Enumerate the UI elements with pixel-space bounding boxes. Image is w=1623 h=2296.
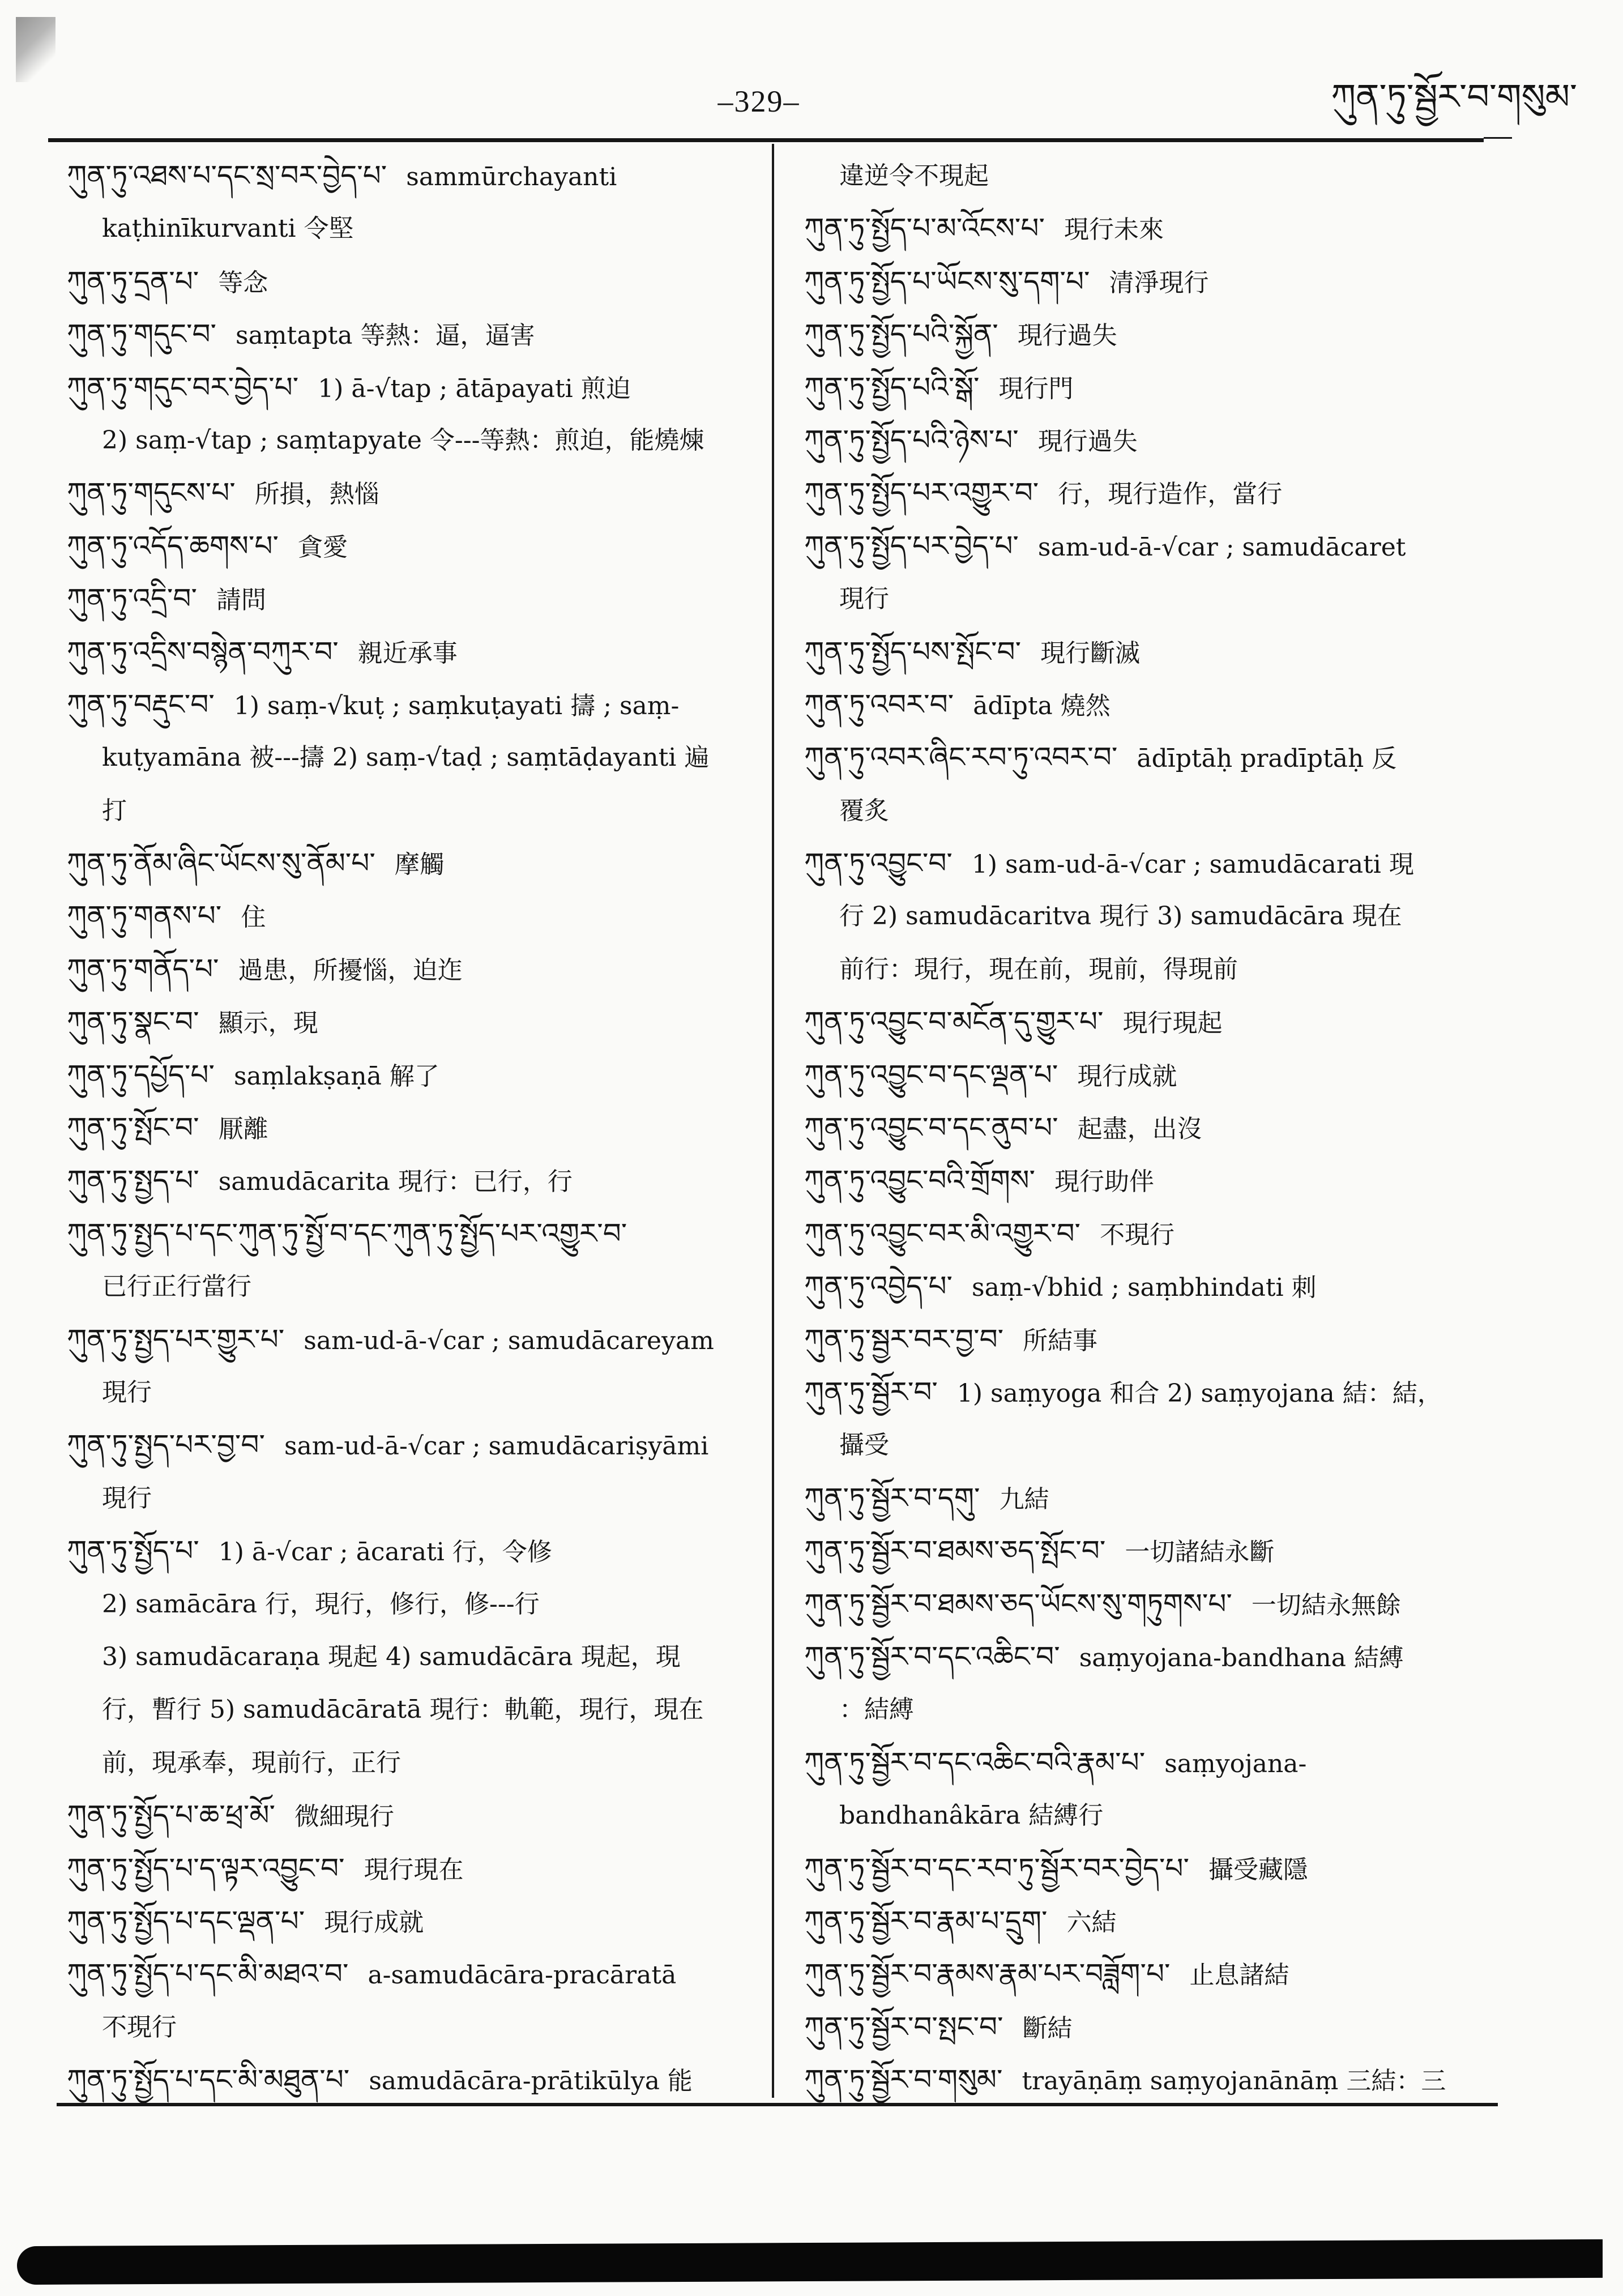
corner-mark [16, 17, 55, 82]
entry-gloss: 攝受藏隱 [1208, 1855, 1308, 1884]
entry-gloss: 現行過失 [1017, 321, 1117, 351]
tibetan-headword: ཀུན་ཏུ་སྦྱོར་བ་ཐམས་ཅད་ཡོངས་སུ་གཏུགས་པ་ [804, 1587, 1232, 1620]
tibetan-headword: ཀུན་ཏུ་དཔྱོད་པ་ [67, 1058, 215, 1091]
scan-edge-bar [17, 2239, 1603, 2285]
tibetan-headword: ཀུན་ཏུ་སྣང་བ་ [67, 1005, 199, 1039]
dictionary-entry [804, 1736, 1498, 1789]
tibetan-headword: ཀུན་ཏུ་འདོད་ཆགས་པ་ [67, 529, 279, 562]
entry-gloss: 貪愛 [297, 532, 348, 562]
entry-gloss: 打 [102, 796, 127, 825]
tibetan-headword: ཀུན་ཏུ་འདྲི་བ་ [67, 582, 197, 616]
entry-gloss: 親近承事 [357, 638, 458, 668]
entry-gloss: 等念 [218, 268, 268, 297]
entry-gloss: sammūrchayanti [406, 163, 617, 191]
tibetan-headword: ཀུན་ཏུ་སྤྱོད་པ་ཆ་ཕྲ་མོ་ [67, 1799, 275, 1832]
tibetan-headword: ཀུན་ཏུ་སྤྱོད་པ་ [67, 1534, 199, 1568]
entry-gloss: 不現行 [1100, 1220, 1175, 1249]
dictionary-entry [67, 361, 749, 414]
entry-gloss: 1) ā-√car ; ācarati 行，令修 [218, 1538, 552, 1567]
dictionary-entry [804, 414, 1498, 467]
entry-gloss: saṃyojana-bandhana 結縛 [1079, 1643, 1404, 1672]
dictionary-entry-continuation [804, 943, 1498, 996]
dictionary-entry [804, 1895, 1498, 1948]
tibetan-headword: ཀུན་ཏུ་སྤྱད་པ་ [67, 1164, 199, 1197]
right-column [804, 150, 1498, 2106]
dictionary-entry [804, 1842, 1498, 1895]
page-number: –329– [717, 84, 800, 118]
entry-gloss: 1) saṃ-√kuṭ ; saṃkuṭayati 擣 ; saṃ- [233, 691, 680, 720]
dictionary-entry-continuation [804, 150, 1498, 202]
entry-gloss: 行 2) samudācaritva 現行 3) samudācāra 現在 [839, 902, 1402, 931]
entry-gloss: kaṭhinīkurvanti 令堅 [102, 214, 354, 244]
entry-gloss: 現行助伴 [1054, 1167, 1155, 1197]
tibetan-headword: ཀུན་ཏུ་བརྡུང་བ་ [67, 688, 215, 721]
tibetan-headword: ཀུན་ཏུ་འབྱུང་བར་མི་འགྱུར་བ་ [804, 1217, 1081, 1250]
entry-gloss: sam-ud-ā-√car ; samudācariṣyāmi [284, 1432, 709, 1461]
entry-gloss: 行，現行造作，當行 [1058, 480, 1283, 509]
dictionary-entry [67, 1525, 749, 1577]
entry-gloss: 現行未來 [1064, 215, 1164, 245]
dictionary-entry-continuation [67, 1736, 749, 1789]
dictionary-entry [804, 202, 1498, 255]
entry-gloss: 過患，所擾惱，迫迮 [238, 955, 463, 985]
tibetan-headword: ཀུན་ཏུ་སྦྱོར་བ་དང་འཆིང་བའི་རྣམ་པ་ [804, 1746, 1146, 1779]
dictionary-entry [804, 626, 1498, 678]
tibetan-headword: ཀུན་ཏུ་སྦྱོར་བ་ [804, 1375, 938, 1409]
tibetan-headword: ཀུན་ཏུ་འབྱུང་བ་དང་ནུབ་པ་ [804, 1111, 1058, 1145]
top-rule [48, 138, 1484, 142]
dictionary-entry [804, 1578, 1498, 1631]
tibetan-headword: ཀུན་ཏུ་འབྱུང་བ་ [804, 847, 953, 880]
entry-gloss: 現行斷滅 [1040, 638, 1141, 668]
left-column [67, 150, 749, 2106]
dictionary-entry-continuation [67, 1366, 749, 1419]
dictionary-entry [804, 1207, 1498, 1260]
dictionary-entry-continuation [804, 890, 1498, 942]
tibetan-headword: ཀུན་ཏུ་སྤྱོད་པ་མ་འོངས་པ་ [804, 212, 1045, 245]
dictionary-entry [804, 1049, 1498, 1102]
dictionary-entry [804, 678, 1498, 731]
dictionary-entry [67, 678, 749, 731]
tibetan-headword: ཀུན་ཏུ་སྦྱོར་བ་རྣམ་པ་དྲུག་ [804, 1904, 1048, 1937]
entry-gloss: 1) ā-√tap ; ātāpayati 煎迫 [318, 374, 631, 403]
dictionary-entry [804, 1366, 1498, 1419]
dictionary-entry-continuation [67, 2001, 749, 2054]
dictionary-entry [67, 1207, 749, 1260]
tibetan-headword: ཀུན་ཏུ་སྤྱོད་པ་ད་ལྟར་འབྱུང་བ་ [67, 1851, 345, 1885]
entry-gloss: kuṭyamāna 被---擣 2) saṃ-√taḍ ; saṃtāḍayanti 遍 [102, 743, 710, 773]
column-divider [772, 144, 774, 2098]
dictionary-entry [67, 467, 749, 519]
entry-gloss: 所結事 [1023, 1326, 1098, 1355]
tibetan-headword: ཀུན་ཏུ་གནོད་པ་ [67, 952, 219, 985]
dictionary-entry [67, 520, 749, 573]
entry-gloss: ādīpta 燒然 [973, 691, 1111, 720]
entry-gloss: 清淨現行 [1109, 268, 1209, 297]
entry-gloss: 現行過失 [1037, 426, 1138, 456]
entry-gloss: 止息諸結 [1189, 1961, 1289, 1990]
tibetan-headword: ཀུན་ཏུ་སྤྱོད་པ་དང་མི་མཐའ་བ་ [67, 1957, 349, 1991]
entry-gloss: saṃlakṣaṇā 解了 [233, 1061, 439, 1091]
entry-gloss: 前行：現行，現在前，現前，得現前 [839, 954, 1238, 984]
dictionary-entry [804, 1313, 1498, 1366]
dictionary-entry [804, 361, 1498, 414]
running-head: ཀུན་ཏུ་སྦྱོར་བ་གསུམ་ [1331, 76, 1577, 117]
dictionary-entry-continuation [67, 414, 749, 467]
entry-gloss: 一切結永無餘 [1251, 1590, 1401, 1620]
entry-gloss: 摩觸 [394, 850, 445, 880]
entry-gloss: bandhanâkāra 結縛行 [839, 1801, 1104, 1830]
entry-gloss: 一切諸結永斷 [1125, 1538, 1275, 1567]
tibetan-headword: ཀུན་ཏུ་གནས་པ་ [67, 899, 222, 933]
tibetan-headword: ཀུན་ཏུ་གདུང་བར་བྱེད་པ་ [67, 370, 299, 404]
entry-gloss: 前，現承奉，現前行，正行 [102, 1748, 401, 1777]
entry-gloss: 六結 [1066, 1907, 1117, 1937]
entry-gloss: sam-ud-ā-√car ; samudācaret [1037, 532, 1406, 562]
entry-gloss: 攝受 [839, 1431, 889, 1460]
tibetan-headword: ཀུན་ཏུ་སྤྱོད་པ་དང་ལྡན་པ་ [67, 1904, 305, 1937]
entry-gloss: 微細現行 [294, 1802, 394, 1832]
tibetan-headword: ཀུན་ཏུ་འབར་བ་ [804, 688, 954, 721]
entry-gloss: 1) saṃyoga 和合 2) saṃyojana 結：結， [956, 1379, 1442, 1408]
dictionary-entry-continuation [804, 1789, 1498, 1842]
entry-gloss: 請問 [216, 586, 266, 615]
tibetan-headword: ཀུན་ཏུ་སྤྱོད་པའི་སྐྱོན་ [804, 318, 998, 351]
entry-gloss: 現行現起 [1122, 1009, 1223, 1038]
entry-gloss: trayāṇāṃ saṃyojanānāṃ 三結：三 [1022, 2067, 1446, 2096]
dictionary-entry-continuation [67, 202, 749, 255]
tibetan-headword: ཀུན་ཏུ་སྦྱོར་བ་སྤང་བ་ [804, 2010, 1003, 2043]
entry-gloss: ādīptāḥ pradīptāḥ 反 [1137, 744, 1397, 774]
entry-gloss: 現行 [102, 1377, 152, 1407]
entry-gloss: 現行現在 [364, 1855, 464, 1884]
entry-gloss: saṃyojana- [1164, 1749, 1307, 1778]
dictionary-entry [67, 1313, 749, 1366]
tibetan-headword: ཀུན་ཏུ་སྤྱོད་པས་སྤོང་བ་ [804, 635, 1022, 668]
tibetan-headword: ཀུན་ཏུ་གདུངས་པ་ [67, 476, 236, 510]
tibetan-headword: ཀུན་ཏུ་སྦྱོར་བ་དང་རབ་ཏུ་སྦྱོར་བར་བྱེད་པ་ [804, 1851, 1189, 1885]
dictionary-entry [67, 1049, 749, 1102]
entry-gloss: 現行門 [998, 374, 1074, 403]
dictionary-entry [804, 2054, 1498, 2106]
bottom-rule [57, 2103, 1498, 2106]
entry-gloss: 所損，熱惱 [254, 480, 379, 509]
entry-gloss: 覆炙 [839, 796, 889, 825]
dictionary-entry [67, 2054, 749, 2106]
dictionary-entry [804, 1102, 1498, 1154]
entry-gloss: ：結縛 [839, 1695, 914, 1725]
dictionary-entry [804, 520, 1498, 573]
dictionary-entry [804, 837, 1498, 890]
tibetan-headword: ཀུན་ཏུ་དྲན་པ་ [67, 264, 199, 298]
tibetan-headword: ཀུན་ཏུ་གདུང་བ་ [67, 318, 216, 351]
entry-gloss: sam-ud-ā-√car ; samudācareyam [304, 1326, 714, 1355]
dictionary-entry [67, 837, 749, 890]
tibetan-headword: ཀུན་ཏུ་སྤྱོད་པར་བྱེད་པ་ [804, 529, 1019, 562]
entry-gloss: 不現行 [102, 2012, 177, 2042]
dictionary-entry-continuation [67, 1260, 749, 1313]
entry-gloss: 住 [241, 903, 266, 932]
entry-gloss: 現行 [839, 584, 889, 614]
dictionary-entry-continuation [804, 784, 1498, 837]
top-rule-tail [1484, 137, 1512, 139]
dictionary-entry [67, 1948, 749, 2000]
tibetan-headword: ཀུན་ཏུ་སྤྱོད་པར་འགྱུར་བ་ [804, 476, 1039, 510]
tibetan-headword: ཀུན་ཏུ་འདྲིས་བསྙེན་བཀུར་བ་ [67, 635, 339, 668]
dictionary-entry [804, 467, 1498, 519]
dictionary-entry [67, 1102, 749, 1154]
dictionary-entry [67, 308, 749, 361]
tibetan-headword: ཀུན་ཏུ་འབྱུང་བ་མངོན་དུ་གྱུར་པ་ [804, 1005, 1104, 1039]
entry-gloss: 3) samudācaraṇa 現起 4) samudācāra 現起，現 [102, 1642, 681, 1671]
entry-gloss: 斷結 [1022, 2013, 1073, 2043]
entry-gloss: saṃ-√bhid ; saṃbhindati 刺 [972, 1273, 1317, 1303]
dictionary-entry-continuation [67, 1472, 749, 1525]
entry-gloss: 違逆令不現起 [839, 161, 989, 190]
entry-gloss: 九結 [999, 1484, 1049, 1514]
dictionary-entry [804, 255, 1498, 308]
entry-gloss: 行，暫行 5) samudācāratā 現行：軌範，現行，現在 [102, 1695, 704, 1725]
tibetan-headword: ཀུན་ཏུ་འབྱེད་པ་ [804, 1270, 953, 1303]
entry-gloss: samudācāra-prātikūlya 能 [369, 2067, 693, 2096]
tibetan-headword: ཀུན་ཏུ་སྤྱོད་པ་ཡོངས་སུ་དག་པ་ [804, 264, 1090, 298]
dictionary-entry [804, 731, 1498, 784]
entry-gloss: 顯示，現 [218, 1009, 318, 1038]
dictionary-entry [804, 2001, 1498, 2054]
dictionary-entry [67, 1895, 749, 1948]
dictionary-entry [67, 1842, 749, 1895]
dictionary-entry [804, 308, 1498, 361]
tibetan-headword: ཀུན་ཏུ་སྤྱད་པར་གྱུར་པ་ [67, 1322, 285, 1356]
entry-gloss: 現行 [102, 1483, 152, 1513]
dictionary-entry [67, 626, 749, 678]
dictionary-entry-continuation [804, 1683, 1498, 1736]
dictionary-entry-continuation [67, 1683, 749, 1736]
dictionary-entry-continuation [67, 1578, 749, 1631]
dictionary-entry-continuation [67, 1631, 749, 1683]
dictionary-entry-continuation [804, 1419, 1498, 1471]
dictionary-entry [804, 1631, 1498, 1683]
tibetan-headword: ཀུན་ཏུ་སྦྱོར་བ་དགུ་ [804, 1481, 980, 1514]
dictionary-entry-continuation [67, 731, 749, 784]
tibetan-headword: ཀུན་ཏུ་སྦྱོར་བ་གསུམ་ [804, 2063, 1003, 2097]
tibetan-headword: ཀུན་ཏུ་སྤྱད་པར་བྱ་བ་ [67, 1428, 265, 1462]
tibetan-headword: ཀུན་ཏུ་འབར་ཞིང་རབ་ཏུ་འབར་བ་ [804, 741, 1118, 774]
tibetan-headword: ཀུན་ཏུ་འབྱུང་བ་དང་ལྡན་པ་ [804, 1058, 1058, 1091]
dictionary-entry [804, 1260, 1498, 1313]
entry-gloss: 2) saṃ-√tap ; saṃtapyate 令---等熱：煎迫，能燒煉 [102, 425, 704, 455]
entry-gloss: 現行成就 [1077, 1061, 1177, 1091]
entry-gloss: 已行正行當行 [102, 1272, 251, 1301]
entry-gloss: saṃtapta 等熱：逼，逼害 [236, 321, 535, 351]
entry-gloss: a-samudācāra-pracāratā [368, 1961, 677, 1990]
dictionary-entry [804, 1472, 1498, 1525]
dictionary-entry [67, 996, 749, 1048]
tibetan-headword: ཀུན་ཏུ་སྦྱར་བར་བྱ་བ་ [804, 1322, 1004, 1356]
dictionary-entry [804, 1154, 1498, 1207]
dictionary-entry-continuation [67, 784, 749, 837]
tibetan-headword: ཀུན་ཏུ་འཐས་པ་དང་སྲ་བར་བྱེད་པ་ [67, 159, 387, 192]
dictionary-entry-continuation [804, 573, 1498, 625]
dictionary-entry [67, 150, 749, 202]
dictionary-entry [804, 1948, 1498, 2000]
entry-gloss: 起盡，出沒 [1077, 1115, 1202, 1144]
dictionary-entry [804, 996, 1498, 1048]
tibetan-headword: ཀུན་ཏུ་འབྱུང་བའི་གྲོགས་ [804, 1164, 1036, 1197]
tibetan-headword: ཀུན་ཏུ་སྦྱོར་བ་དང་འཆིང་བ་ [804, 1640, 1060, 1673]
tibetan-headword: ཀུན་ཏུ་སྦྱོར་བ་ཐམས་ཅད་སྤོང་བ་ [804, 1534, 1106, 1568]
entry-gloss: 1) sam-ud-ā-√car ; samudācarati 現 [971, 850, 1414, 880]
dictionary-entry [67, 890, 749, 942]
dictionary-entry [804, 1525, 1498, 1577]
dictionary-entry [67, 1419, 749, 1471]
dictionary-entry [67, 1154, 749, 1207]
tibetan-headword: ཀུན་ཏུ་ནོམ་ཞིང་ཡོངས་སུ་ནོམ་པ་ [67, 847, 375, 880]
tibetan-headword: ཀུན་ཏུ་སྤོང་བ་ [67, 1111, 199, 1145]
dictionary-entry [67, 573, 749, 625]
tibetan-headword: ཀུན་ཏུ་སྤྱོད་པའི་ཉེས་པ་ [804, 423, 1019, 456]
entry-gloss: samudācarita 現行：已行，行 [218, 1167, 573, 1197]
tibetan-headword: ཀུན་ཏུ་སྦྱོར་བ་རྣམས་རྣམ་པར་བཟློག་པ་ [804, 1957, 1171, 1991]
entry-gloss: 現行成就 [324, 1907, 424, 1937]
tibetan-headword: ཀུན་ཏུ་སྤྱད་པ་དང་ཀུན་ཏུ་སྤྱོ་བ་དང་ཀུན་ཏུ་སྤྱོད་པར་འགྱུར་བ་ [67, 1217, 627, 1250]
dictionary-entry [67, 255, 749, 308]
tibetan-headword: ཀུན་ཏུ་སྤྱོད་པ་དང་མི་མཐུན་པ་ [67, 2063, 350, 2097]
entry-gloss: 2) samācāra 行，現行，修行，修---行 [102, 1589, 540, 1619]
entry-gloss: 厭離 [218, 1115, 268, 1144]
tibetan-headword: ཀུན་ཏུ་སྤྱོད་པའི་སྒོ་ [804, 370, 980, 404]
dictionary-entry [67, 1789, 749, 1842]
dictionary-entry [67, 943, 749, 996]
